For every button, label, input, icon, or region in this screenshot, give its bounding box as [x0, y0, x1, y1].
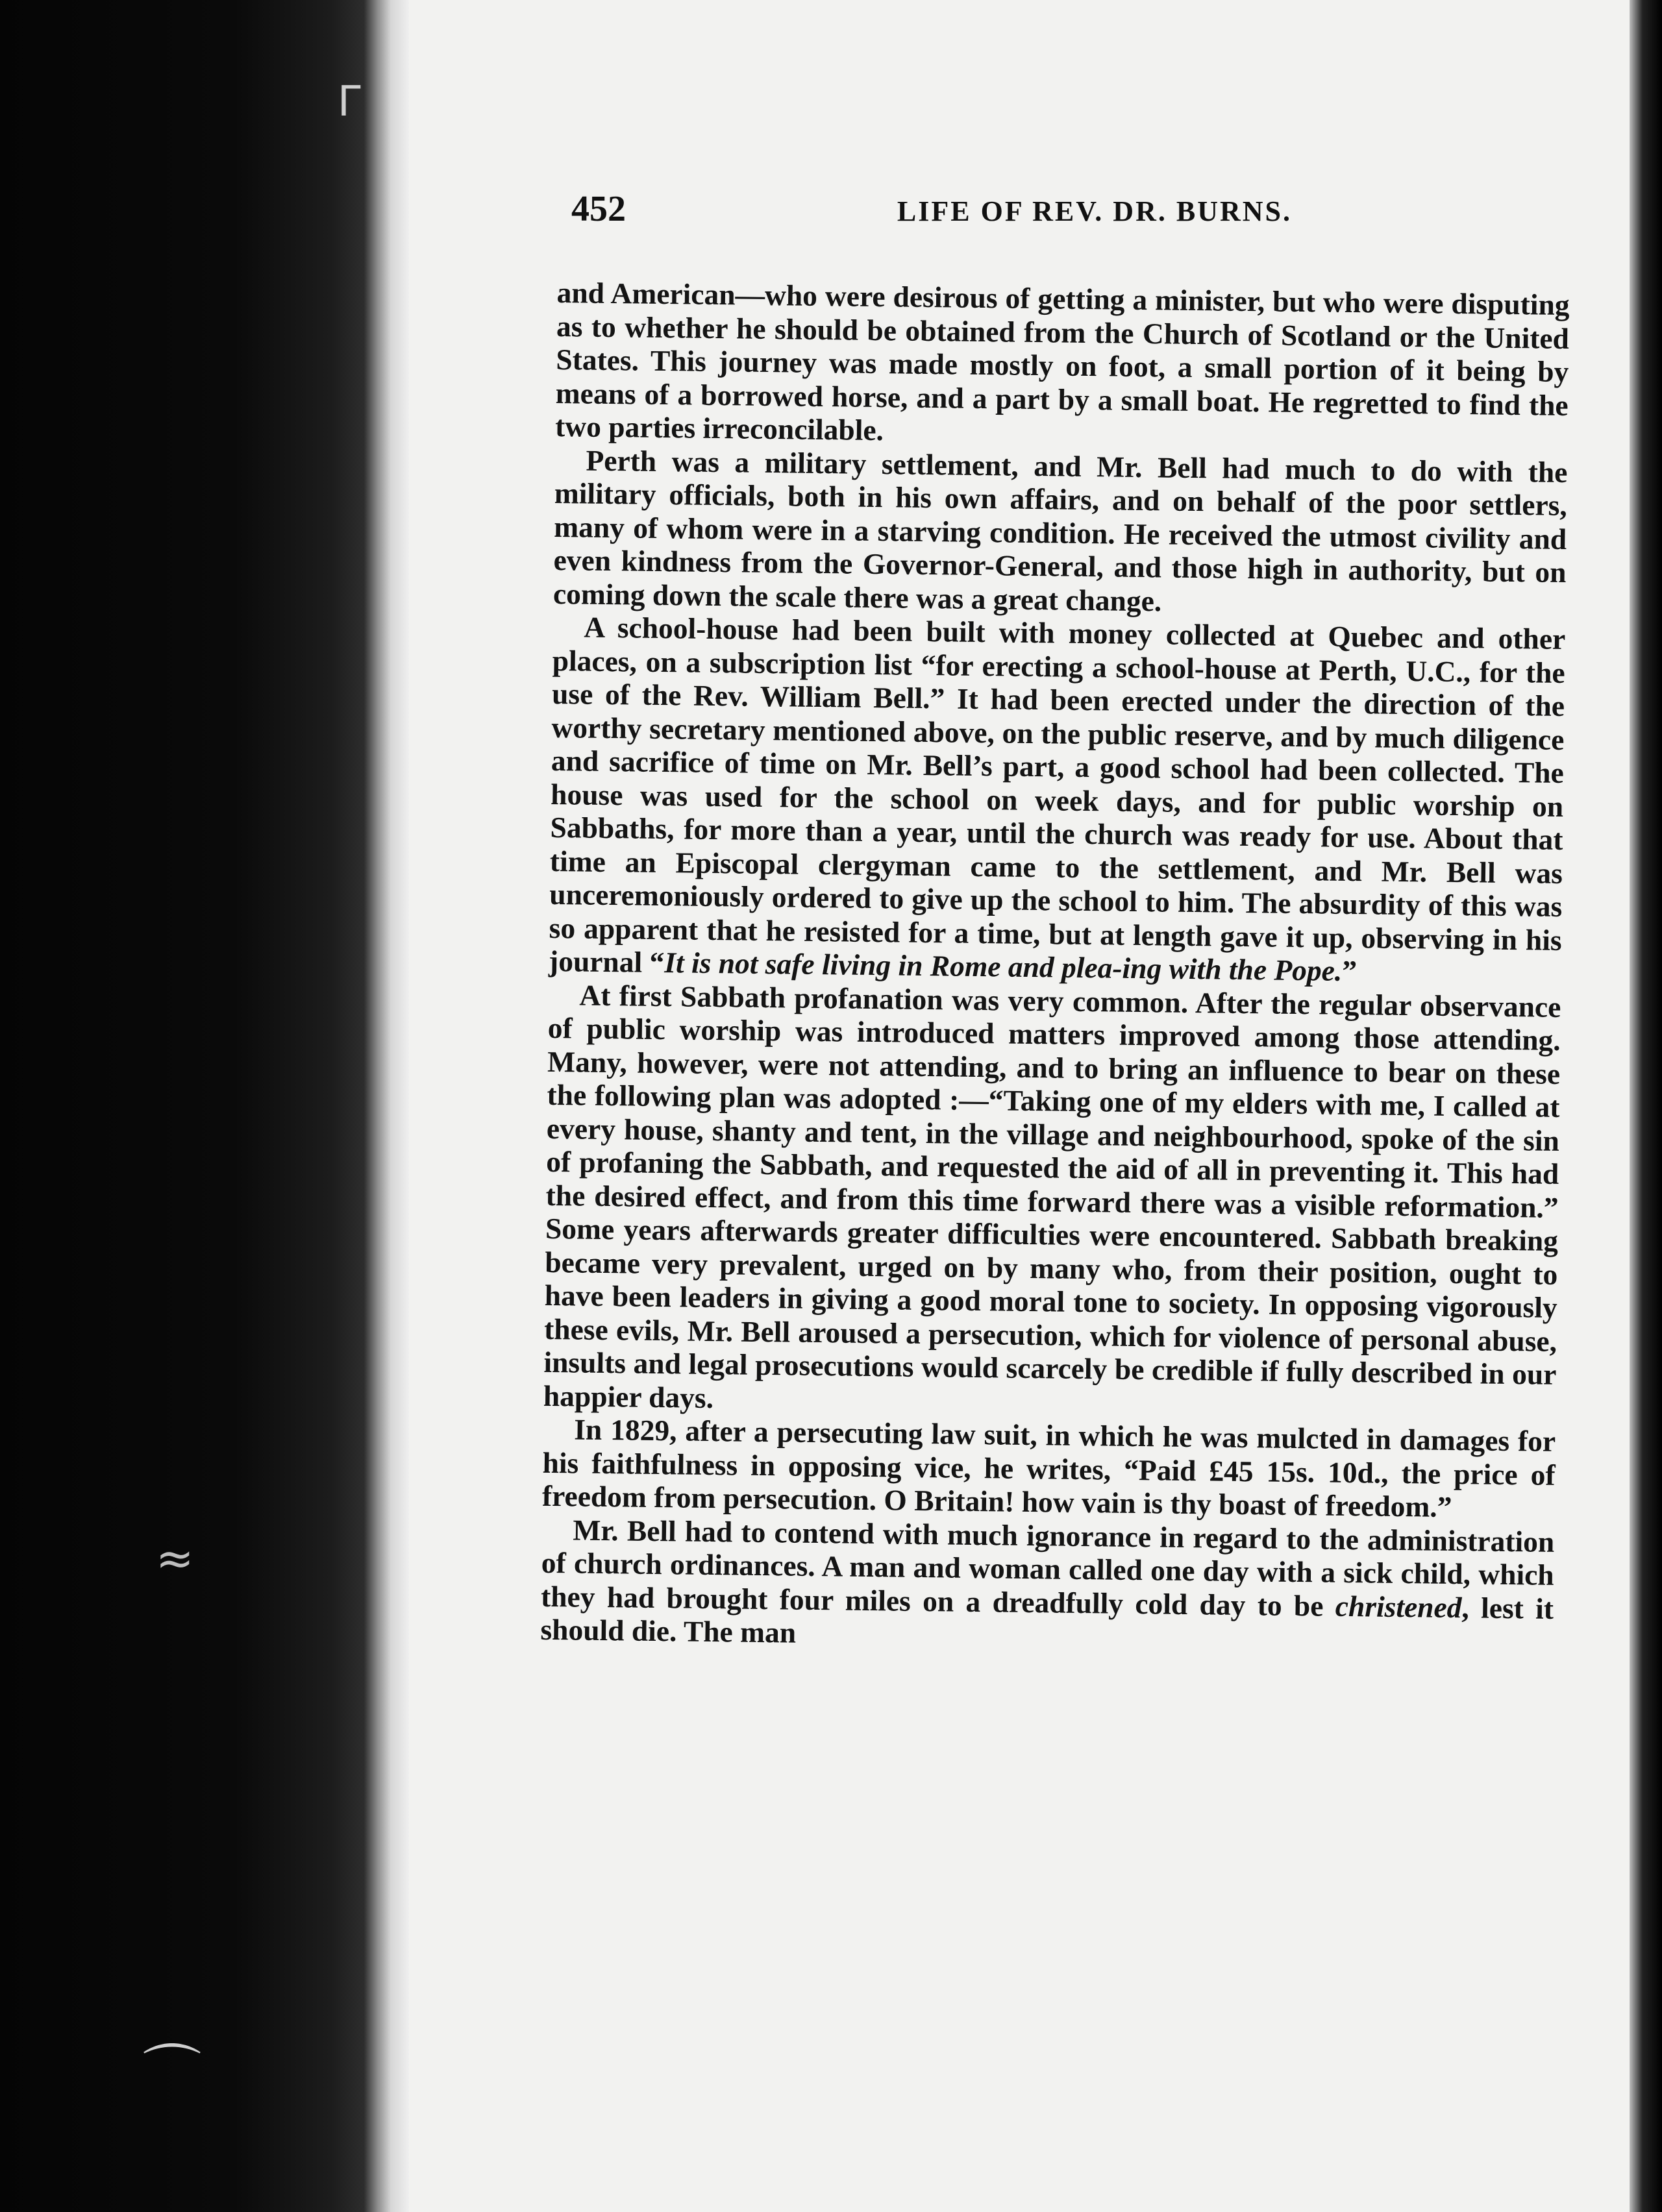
scan-artifact-mark: ⌒: [143, 2039, 201, 2107]
page-header: [571, 188, 1311, 260]
italic-text: It is not safe living in Rome and plea-ing with the Pope.: [664, 946, 1343, 987]
page-number: 452: [571, 189, 626, 229]
page-right-edge: [1630, 0, 1662, 2212]
paragraph: [543, 977, 1561, 1425]
paragraph-text: Mr. Bell had to contend with much ignorance in regard to the administration of church ordinances. A man and woman called one day with a sick child, which they had brought four miles on a dreadfully cold day to be: [540, 1512, 1555, 1623]
scan-dark-margin: [0, 0, 390, 2212]
scan-artifact-mark: ≈: [156, 1532, 194, 1585]
paragraph: [542, 1412, 1556, 1525]
paragraph-text: and American—who were desirous of getting a minister, but who were disputing as to whether he should be obtained from the Church of Scotland or the United States. This journey was made mostly on foot, a small portion of it being by means of a borrowed horse, and a part by a small boat. He regretted to find the two parties irreconcilable.: [554, 276, 1570, 447]
scan-artifact-mark: Γ: [338, 78, 361, 126]
italic-text: christened: [1335, 1589, 1462, 1624]
paragraph-text: , lest it should die. The man: [540, 1590, 1554, 1649]
paragraph-text: In 1829, after a persecuting law suit, in which he was mulcted in damages for his faithfulness in opposing vice, he writes, “Paid £45 15s. 10d., the price of freedom from persecution. O Britain! how vain is thy boast of freedom.”: [541, 1412, 1556, 1523]
running-title: LIFE OF REV. DR. BURNS.: [897, 195, 1292, 227]
paragraph-text: ”: [1341, 953, 1358, 988]
paragraph: [549, 610, 1566, 990]
paragraph: [540, 1512, 1554, 1658]
paragraph: [553, 443, 1568, 622]
paragraph: [555, 276, 1570, 456]
body-text: [540, 276, 1570, 1658]
book-spine-edge: [364, 0, 409, 2212]
paragraph-text: At first Sabbath profanation was very common. After the regular observance of public worship was introduced matters improved among those attending. Many, however, were not attending, and to bring an influence to bear on these the following plan was adopted :—“Taking one of my elders with me, I called at every house, shanty and tent, in the village and neighbourhood, spoke of the sin of profaning the Sabbath, and requested the aid of all in preventing it. This had the desired effect, and from this time forward there was a visible reformation.” Some years afterwards greater difficulties were encountered. Sabbath breaking became very prevalent, urged on by many who, from their position, ought to have been leaders in giving a good moral tone to society. In opposing vigorously these evils, Mr. Bell aroused a persecution, which for violence of personal abuse, insults and legal prosecutions would scarcely be credible if fully described in our happier days.: [543, 978, 1561, 1414]
paragraph-text: A school-house had been built with money collected at Quebec and other places, on a subscription list “for erecting a school-house at Perth, U.C., for the use of the Rev. William Bell.” It had been erected under the direction of the worthy secretary mentioned above, on the public reserve, and by much diligence and sacrifice of time on Mr. Bell’s part, a good school had been collected. The house was used for the school on week days, and for public worship on Sabbaths, for more than a year, until the church was ready for use. About that time an Episcopal clergyman came to the settlement, and Mr. Bell was unceremoniously ordered to give up the school to him. The absurdity of this was so apparent that he resisted for a time, but at length gave it up, observing in his journal “: [548, 610, 1566, 979]
paragraph-text: Perth was a military settlement, and Mr. Bell had much to do with the military officials, both in his own affairs, and on behalf of the poor settlers, many of whom were in a starving condition. He received the utmost civility and even kindness from the Governor-General, and those high in authority, but on coming down the scale there was a great change.: [552, 443, 1568, 617]
